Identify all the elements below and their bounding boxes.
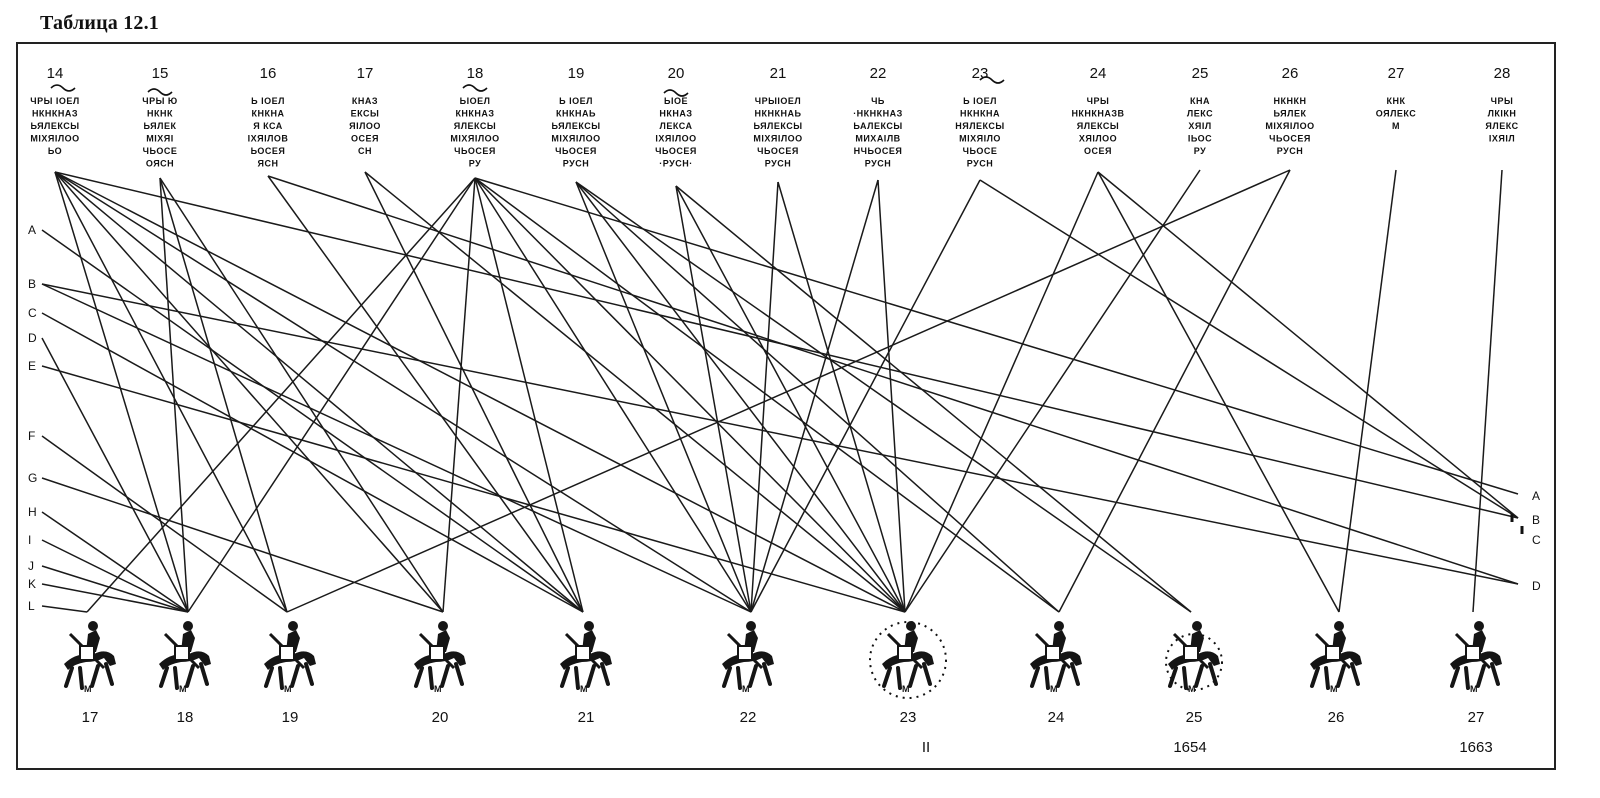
legend-line: ЧЬОСЕЯ — [1269, 133, 1311, 144]
legend-line: ЯЛЕКСЫ — [1076, 121, 1120, 131]
obverse-17 — [349, 65, 381, 156]
reverse-number: 26 — [1327, 709, 1345, 726]
right-side-labels — [1512, 489, 1541, 593]
obverse-24 — [1071, 65, 1124, 156]
obverse-number: 14 — [46, 65, 64, 82]
right-label-d: D — [1532, 579, 1541, 593]
die-link-line — [42, 512, 188, 612]
die-link-line — [42, 478, 443, 612]
rider-on-horse-icon — [882, 621, 934, 694]
die-link-line — [287, 170, 1290, 612]
legend-line: ЧЬОСЕЯ — [555, 146, 597, 156]
obverse-20 — [655, 65, 697, 169]
reverse-number: 18 — [176, 709, 194, 726]
legend-line: МІХЯІЛОО — [753, 133, 803, 144]
legend-line: ІХЯІЛОО — [655, 133, 697, 144]
legend-line: СН — [358, 146, 372, 156]
reverse-number: 21 — [577, 709, 595, 726]
legend-line: ЧЬОСЕЯ — [454, 146, 496, 156]
reverse-number: 24 — [1047, 709, 1065, 726]
legend-line: ОСЕЯ — [1084, 146, 1112, 156]
legend-line: МІХЯІ — [146, 133, 174, 144]
die-link-line — [55, 172, 287, 612]
legend-line: ОЯЛЕКС — [1375, 108, 1417, 119]
legend-line: ЛЕКС — [1186, 108, 1214, 119]
legend-line: МІХЯІЛОО — [30, 133, 80, 144]
reverse-coin-19 — [264, 621, 316, 726]
legend-line: ЬЯЛЕК — [1273, 108, 1307, 119]
legend-line: РУ — [468, 158, 482, 169]
right-label-b: B — [1532, 513, 1541, 527]
legend-line: МІХЯІЛОО — [1265, 121, 1315, 131]
legend-line: Ь ІОЕЛ — [559, 96, 593, 106]
obverse-number: 15 — [151, 65, 169, 82]
reverse-number: 23 — [899, 709, 917, 726]
legend-line: МИХАІЛВ — [855, 133, 901, 144]
legend-line: НКНКНАЬ — [754, 108, 802, 119]
svg-text:М: М — [902, 684, 910, 694]
legend-line: КНАЗ — [351, 96, 379, 106]
left-label-j: J — [28, 559, 34, 573]
svg-text:М: М — [1050, 684, 1058, 694]
die-link-line — [42, 366, 905, 612]
legend-line: ЧЬОСЕ — [962, 146, 998, 156]
legend-line: НКНКН — [1273, 96, 1307, 106]
rider-on-horse-icon — [560, 621, 612, 694]
legend-line: МІХЯІЛОО — [551, 133, 601, 144]
svg-text:М: М — [434, 684, 442, 694]
die-link-line — [55, 172, 905, 612]
rider-on-horse-icon — [264, 621, 316, 694]
legend-line: ЧРЫ — [1490, 96, 1514, 106]
die-link-line — [475, 178, 1059, 612]
reverse-number: 17 — [81, 709, 99, 726]
legend-line: ІХЯІЛ — [1488, 133, 1516, 144]
legend-line: НЯЛЕКСЫ — [955, 121, 1005, 131]
obverse-22 — [853, 65, 903, 169]
reverse-coin-18 — [159, 621, 211, 726]
obverse-21 — [753, 65, 802, 169]
svg-text:М: М — [179, 684, 187, 694]
die-link-line — [160, 178, 188, 612]
svg-text:М: М — [1330, 684, 1338, 694]
legend-line: ЧЬОСЕЯ — [757, 146, 799, 156]
obverse-18 — [450, 65, 499, 169]
rider-on-horse-icon — [1450, 621, 1502, 694]
bottom-note: 1654 — [1173, 739, 1207, 756]
die-link-line — [576, 182, 905, 612]
die-link-line — [55, 172, 443, 612]
legend-line: Я КСА — [253, 121, 283, 131]
die-link-lines — [42, 170, 1518, 612]
left-label-f: F — [28, 429, 36, 443]
legend-line: ЬЯЛЕКСЫ — [30, 121, 80, 131]
rider-on-horse-icon — [1310, 621, 1362, 694]
legend-line: ЧРЫ ІОЕЛ — [30, 96, 80, 106]
obverse-number: 25 — [1191, 65, 1209, 82]
obverse-23 — [955, 65, 1004, 169]
svg-text:М: М — [1470, 684, 1478, 694]
legend-line: ЬЯЛЕКСЫ — [551, 121, 601, 131]
left-label-g: G — [28, 471, 38, 485]
legend-line: ХЯІЛ — [1188, 121, 1212, 131]
reverse-coins — [64, 621, 1502, 726]
obverse-15 — [142, 65, 177, 169]
left-label-i: I — [28, 533, 32, 547]
legend-line: ОСЕЯ — [351, 133, 379, 144]
reverse-coin-24 — [1030, 621, 1082, 726]
obverse-19 — [551, 65, 600, 169]
reverse-coin-27 — [1450, 621, 1502, 726]
reverse-number: 25 — [1185, 709, 1203, 726]
reverse-coin-20 — [414, 621, 466, 726]
rider-on-horse-icon — [722, 621, 774, 694]
obverse-28 — [1485, 65, 1518, 144]
legend-line: ЕКСЫ — [350, 108, 380, 119]
rider-on-horse-icon — [159, 621, 211, 694]
legend-line: ЬЯЛЕК — [143, 121, 177, 131]
legend-line: ЯЛЕКС — [1485, 121, 1519, 131]
die-link-line — [365, 172, 905, 612]
legend-line: РУСН — [1276, 146, 1304, 156]
legend-line: ·НКНКНАЗ — [853, 108, 903, 119]
left-label-c: C — [28, 306, 37, 320]
obverse-number: 19 — [567, 65, 585, 82]
page-title: Таблица 12.1 — [40, 12, 160, 34]
die-link-line — [1473, 170, 1502, 612]
legend-line: НКНКНАЗВ — [1071, 108, 1125, 119]
legend-line: Ь ІОЕЛ — [963, 96, 997, 106]
die-link-line — [42, 584, 188, 612]
obverse-number: 17 — [356, 65, 374, 82]
legend-line: ІЬОС — [1187, 133, 1213, 144]
obverse-legends — [30, 65, 1518, 169]
legend-line: ОЯСН — [145, 158, 175, 169]
reverse-number: 20 — [431, 709, 449, 726]
legend-line: КНК — [1386, 96, 1406, 106]
legend-line: ЧРЫІОЕЛ — [754, 96, 802, 106]
legend-line: НКНКНАЗ — [31, 108, 79, 119]
legend-line: ЧРЫ — [1086, 96, 1110, 106]
legend-line: РУ — [1193, 146, 1207, 156]
reverse-number: 19 — [281, 709, 299, 726]
legend-line: ЛКІКН — [1487, 108, 1517, 119]
die-link-line — [42, 284, 751, 612]
die-link-line — [576, 182, 751, 612]
svg-text:М: М — [84, 684, 92, 694]
legend-line: ЬО — [47, 146, 63, 156]
legend-line: ЧЬ — [871, 96, 885, 106]
die-link-line — [42, 436, 287, 612]
left-label-k: K — [28, 577, 37, 591]
legend-line: НКНК — [147, 108, 173, 119]
rider-on-horse-icon — [64, 621, 116, 694]
rider-on-horse-icon — [1030, 621, 1082, 694]
die-link-line — [42, 606, 87, 612]
legend-line: НКНАЗ — [659, 108, 693, 119]
titlo-mark — [463, 85, 487, 91]
left-label-l: L — [28, 599, 35, 613]
legend-line: КНКНАЬ — [556, 108, 596, 119]
obverse-16 — [248, 65, 289, 169]
obverse-number: 22 — [869, 65, 887, 82]
left-label-a: A — [28, 223, 37, 237]
die-link-line — [475, 178, 751, 612]
obverse-number: 24 — [1089, 65, 1107, 82]
obverse-number: 26 — [1281, 65, 1299, 82]
legend-line: М — [1392, 121, 1400, 131]
obverse-26 — [1265, 65, 1314, 156]
right-label-a: A — [1532, 489, 1541, 503]
rider-on-horse-icon — [414, 621, 466, 694]
legend-line: НЧЬОСЕЯ — [853, 146, 903, 156]
die-link-line — [1098, 172, 1518, 518]
die-link-line — [160, 178, 287, 612]
die-link-line — [268, 176, 583, 612]
die-link-line — [42, 284, 1518, 584]
reverse-coin-23 — [870, 621, 946, 726]
svg-text:М: М — [580, 684, 588, 694]
right-label-c: C — [1532, 533, 1541, 547]
die-link-line — [188, 178, 475, 612]
svg-text:М: М — [742, 684, 750, 694]
die-link-line — [55, 172, 751, 612]
legend-line: Ь ІОЕЛ — [251, 96, 285, 106]
die-link-line — [576, 182, 1191, 612]
obverse-number: 27 — [1387, 65, 1405, 82]
obverse-number: 23 — [971, 65, 989, 82]
legend-line: МІХЯІЛО — [959, 133, 1001, 144]
titlo-mark — [148, 89, 172, 95]
legend-line: НКНКНА — [960, 108, 1000, 119]
reverse-coin-26 — [1310, 621, 1362, 726]
die-link-line — [42, 338, 188, 612]
legend-line: РУСН — [864, 158, 892, 169]
legend-line: КНА — [1190, 96, 1210, 106]
die-link-line — [905, 170, 1200, 612]
die-link-line — [42, 566, 188, 612]
obverse-25 — [1187, 65, 1213, 156]
titlo-mark — [51, 85, 75, 91]
legend-line: ЧРЫ Ю — [142, 96, 178, 106]
obverse-number: 16 — [259, 65, 277, 82]
die-link-line — [443, 178, 475, 612]
legend-line: РУСН — [764, 158, 792, 169]
die-link-line — [1339, 170, 1396, 612]
die-link-line — [55, 172, 188, 612]
legend-line: ЬОСЕЯ — [250, 146, 286, 156]
reverse-coin-17 — [64, 621, 116, 726]
reverse-coin-21 — [560, 621, 612, 726]
die-link-line — [365, 172, 583, 612]
reverse-coin-22 — [722, 621, 774, 726]
legend-line: РУСН — [562, 158, 590, 169]
obverse-14 — [30, 65, 79, 156]
svg-text:М: М — [284, 684, 292, 694]
obverse-number: 28 — [1493, 65, 1511, 82]
left-label-d: D — [28, 331, 37, 345]
legend-line: ЯІЛОО — [349, 121, 381, 131]
legend-line: ХЯІЛОО — [1078, 133, 1118, 144]
legend-line: ЯСН — [257, 158, 279, 169]
obverse-number: 21 — [769, 65, 787, 82]
die-link-line — [980, 180, 1518, 518]
die-link-line — [42, 540, 188, 612]
reverse-coin-25 — [1166, 621, 1222, 726]
die-link-line — [1059, 170, 1290, 612]
bottom-note: II — [921, 739, 931, 756]
left-label-h: H — [28, 505, 37, 519]
bottom-notes — [922, 739, 1493, 756]
left-label-e: E — [28, 359, 37, 373]
legend-line: ЬАЛЕКСЫ — [853, 121, 903, 131]
legend-line: ЬІОЕЛ — [459, 96, 491, 106]
legend-line: ЧЬОСЕЯ — [655, 146, 697, 156]
legend-line: ЬІОЕ — [664, 96, 688, 106]
reverse-number: 22 — [739, 709, 757, 726]
legend-line: ЧЬОСЕ — [142, 146, 178, 156]
legend-line: ІХЯІЛОВ — [247, 133, 289, 144]
legend-line: РУСН — [966, 158, 994, 169]
legend-line: ЯЛЕКСЫ — [453, 121, 497, 131]
svg-text:М: М — [1188, 684, 1196, 694]
legend-line: ЛЕКСА — [659, 121, 693, 131]
obverse-number: 20 — [667, 65, 685, 82]
legend-line: ЬЯЛЕКСЫ — [753, 121, 803, 131]
obverse-number: 18 — [466, 65, 484, 82]
left-side-labels — [28, 223, 37, 613]
die-link-line — [751, 180, 878, 612]
reverse-number: 27 — [1467, 709, 1485, 726]
left-label-b: B — [28, 277, 37, 291]
legend-line: МІХЯІЛОО — [450, 133, 500, 144]
obverse-27 — [1376, 65, 1417, 131]
bottom-note: 1663 — [1459, 739, 1493, 756]
legend-line: ·РУСН· — [659, 158, 693, 169]
legend-line: КНКНАЗ — [455, 108, 495, 119]
die-link-line — [751, 180, 980, 612]
die-link-line — [905, 172, 1098, 612]
legend-line: КНКНА — [251, 108, 285, 119]
